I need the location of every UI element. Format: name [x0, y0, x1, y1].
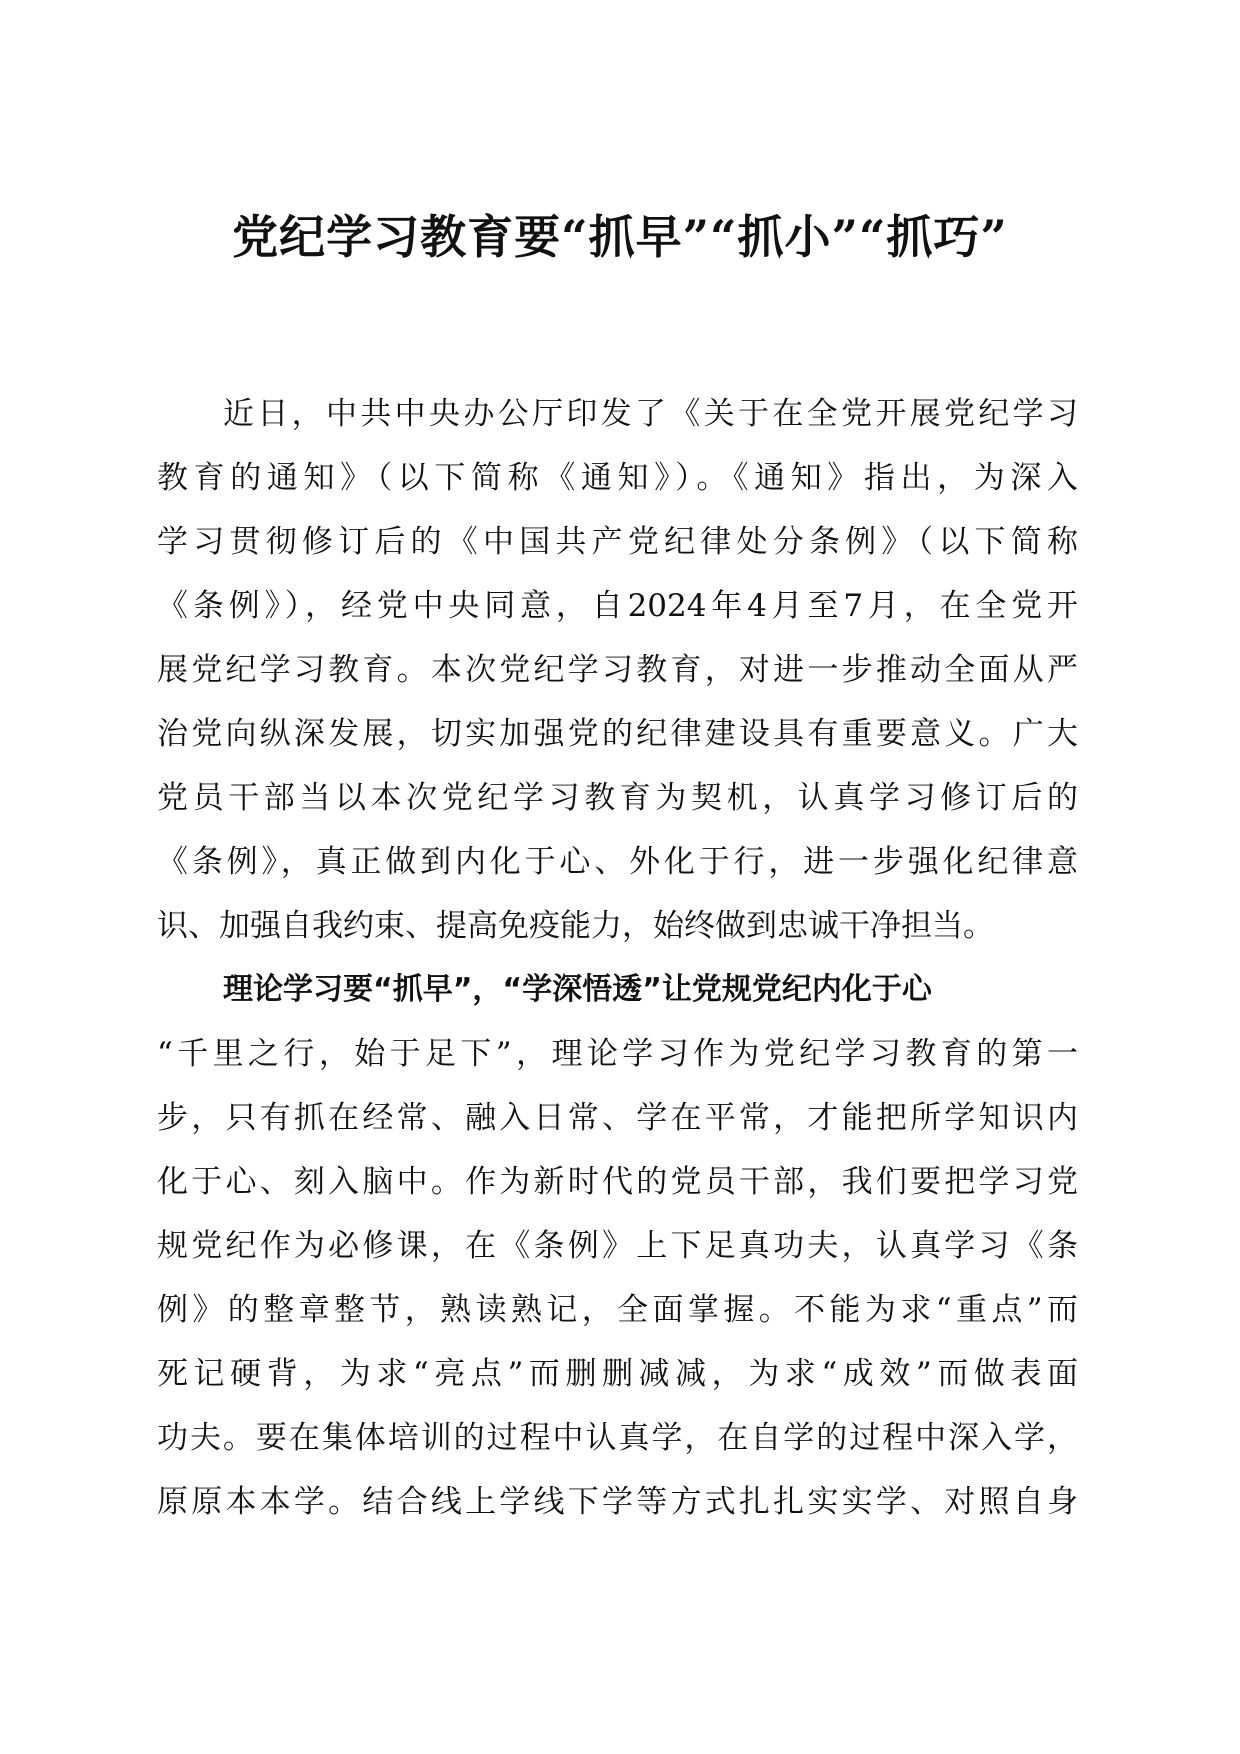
paragraph1-line-6: 治党向纵深发展，切实加强党的纪律建设具有重要意义。广大 [157, 716, 1078, 752]
section-heading: 理论学习要“抓早”，“学深悟透”让党规党纪内化于心 [223, 972, 932, 1007]
document-title: 党纪学习教育要“抓早”“抓小”“抓巧” [232, 210, 1008, 264]
paragraph2-line-5: 例》的整章整节，熟读熟记，全面掌握。不能为求“重点”而 [157, 1292, 1078, 1328]
paragraph2-line-8: 原原本本学。结合线上学线下学等方式扎扎实实学、对照自身 [157, 1484, 1078, 1520]
paragraph2-line-1: “千里之行，始于足下”，理论学习作为党纪学习教育的第一 [157, 1036, 1078, 1072]
paragraph1-line-2: 教育的通知》（以下简称《通知》）。《通知》指出，为深入 [157, 460, 1078, 496]
paragraph1-line-8: 《条例》，真正做到内化于心、外化于行，进一步强化纪律意 [157, 844, 1078, 880]
paragraph2-line-3: 化于心、刻入脑中。作为新时代的党员干部，我们要把学习党 [157, 1164, 1078, 1200]
paragraph1-line-1: 近日，中共中央办公厅印发了《关于在全党开展党纪学习 [223, 396, 1078, 432]
paragraph2-line-6: 死记硬背，为求“亮点”而删删减减，为求“成效”而做表面 [157, 1356, 1078, 1392]
paragraph2-line-7: 功夫。要在集体培训的过程中认真学，在自学的过程中深入学， [157, 1420, 1078, 1456]
paragraph1-line-9: 识、加强自我约束、提高免疫能力，始终做到忠诚干净担当。 [157, 908, 994, 944]
paragraph2-line-4: 规党纪作为必修课，在《条例》上下足真功夫，认真学习《条 [157, 1228, 1078, 1264]
paragraph1-line-3: 学习贯彻修订后的《中国共产党纪律处分条例》（以下简称 [157, 524, 1078, 560]
paragraph1-line-4: 《条例》），经党中央同意，自2024年4月至7月，在全党开 [157, 588, 1078, 624]
document-body [157, 382, 1078, 1534]
paragraph2-line-2: 步，只有抓在经常、融入日常、学在平常，才能把所学知识内 [157, 1100, 1078, 1136]
paragraph1-line-7: 党员干部当以本次党纪学习教育为契机，认真学习修订后的 [157, 780, 1078, 816]
paragraph1-line-5: 展党纪学习教育。本次党纪学习教育，对进一步推动全面从严 [157, 652, 1078, 688]
